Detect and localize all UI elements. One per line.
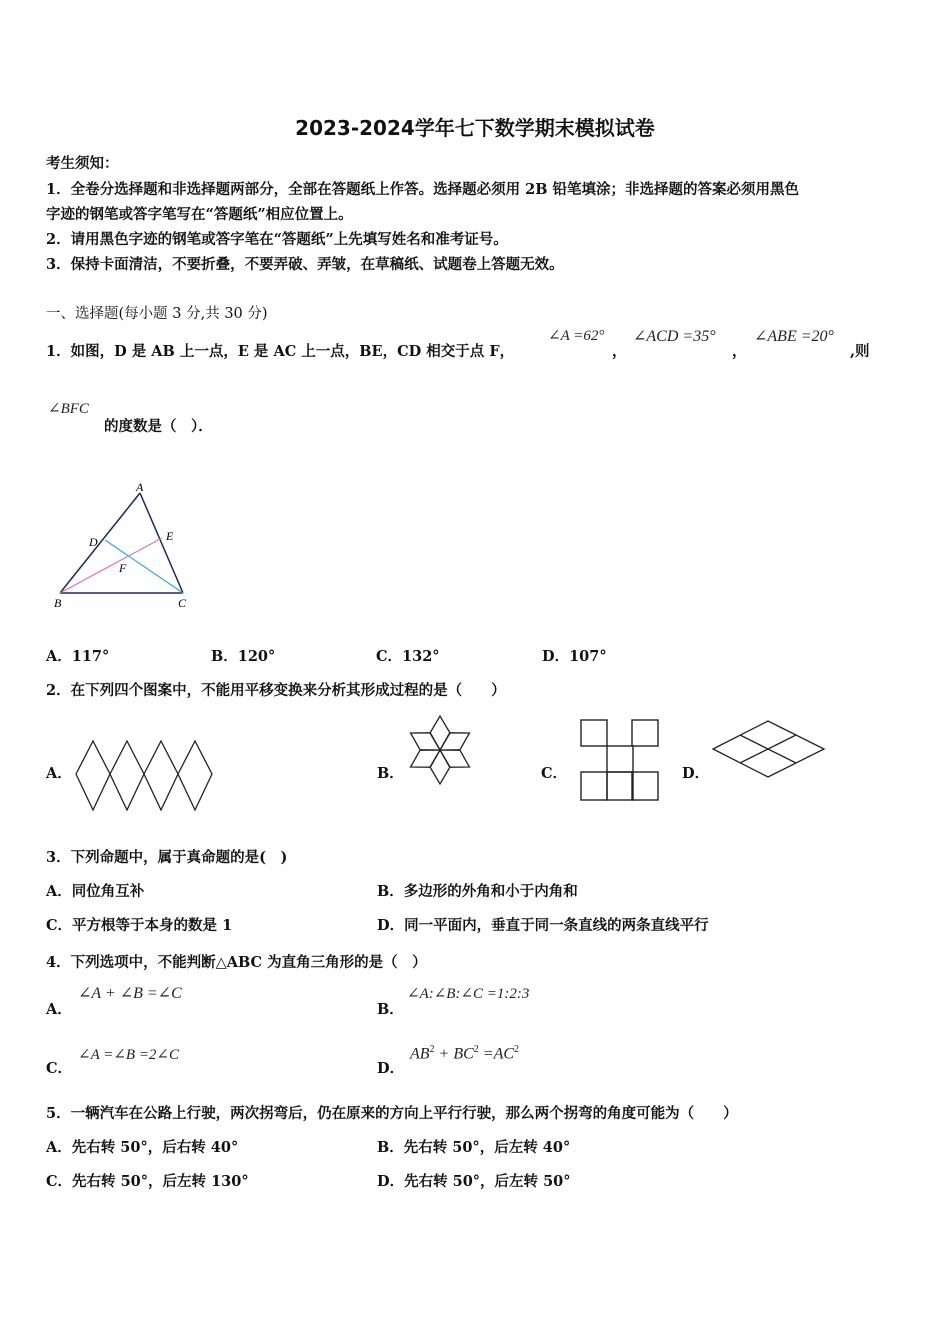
q4-expr-d-ac: =AC xyxy=(478,1045,515,1063)
q1-option-c: C．132° xyxy=(376,648,440,665)
q2-figure-a-rhombus-chain xyxy=(72,738,214,814)
q2-label-c: C． xyxy=(541,765,568,782)
q4-expr-d-sup-2: 2 xyxy=(473,1044,479,1055)
q1-triangle-figure xyxy=(50,478,200,613)
q2-figure-d-rhombus-grid xyxy=(710,718,828,782)
label-f: F xyxy=(119,561,127,575)
q1-option-d: D．107° xyxy=(542,648,607,665)
q1-tail: ,则 xyxy=(850,343,870,360)
q4-expr-d-ab: AB xyxy=(410,1045,430,1063)
q1-angle-bfc: ∠BFC xyxy=(48,401,89,417)
q2-label-a: A． xyxy=(46,765,72,782)
label-e: E xyxy=(166,529,174,543)
section-heading: 一、选择题(每小题 3 分,共 30 分) xyxy=(46,306,268,322)
label-a: A xyxy=(136,480,144,494)
notice-line-3: 3．保持卡面清洁，不要折叠，不要弄破、弄皱，在草稿纸、试题卷上答题无效。 xyxy=(46,256,564,273)
q2-label-b: B． xyxy=(377,765,404,782)
notice-line-1a: 1．全卷分选择题和非选择题两部分，全部在答题纸上作答。选择题必须用 2B 铅笔填涂；非选择题的答案必须用黑色 xyxy=(46,181,800,198)
q5-text: 5．一辆汽车在公路上行驶，两次拐弯后，仍在原来的方向上平行行驶，那么两个拐弯的角度可能为（ ） xyxy=(46,1105,738,1122)
label-c: C xyxy=(178,596,187,610)
notice-line-1b: 字迹的钢笔或答字笔写在“答题纸”相应位置上。 xyxy=(46,206,353,223)
q3-option-d: D．同一平面内，垂直于同一条直线的两条直线平行 xyxy=(377,917,709,934)
q4-expr-d-bc: + BC xyxy=(434,1045,474,1063)
q4-label-d: D． xyxy=(377,1060,405,1077)
q4-expr-c: ∠A =∠B =2∠C xyxy=(78,1047,180,1063)
page-title: 2023-2024学年七下数学期末模拟试卷 xyxy=(295,116,655,140)
q4-label-b: B． xyxy=(377,1001,404,1018)
q4-expr-a: ∠A + ∠B =∠C xyxy=(78,985,182,1002)
q3-option-b: B．多边形的外角和小于内角和 xyxy=(377,883,578,900)
q5-option-a: A．先右转 50°，后右转 40° xyxy=(46,1139,239,1156)
q4-expr-d xyxy=(410,1044,519,1063)
q4-label-a: A． xyxy=(46,1001,72,1018)
q1-cond-angle-acd: ∠ACD =35° xyxy=(633,328,716,345)
notice-line-2: 2．请用黑色字迹的钢笔或答字笔在“答题纸”上先填写姓名和准考证号。 xyxy=(46,231,508,248)
q1-sep-1: ， xyxy=(612,343,627,360)
q3-option-a: A．同位角互补 xyxy=(46,883,145,900)
q5-option-b: B．先右转 50°，后左转 40° xyxy=(377,1139,571,1156)
q1-sep-2: ， xyxy=(732,343,747,360)
q4-expr-d-sup-3: 2 xyxy=(514,1044,520,1055)
q2-text: 2．在下列四个图案中，不能用平移变换来分析其形成过程的是（ ） xyxy=(46,682,506,699)
q1-cond-angle-abe: ∠ABE =20° xyxy=(754,328,834,345)
segment-be xyxy=(60,538,162,593)
q4-expr-d-sup-1: 2 xyxy=(429,1044,435,1055)
label-b: B xyxy=(54,596,62,610)
label-d: D xyxy=(89,535,98,549)
q1-option-a: A．117° xyxy=(46,648,110,665)
q1-cond-angle-a: ∠A =62° xyxy=(548,328,605,344)
q4-label-c: C． xyxy=(46,1060,73,1077)
notice-heading: 考生须知： xyxy=(46,155,119,172)
q1-text: 1．如图，D 是 AB 上一点，E 是 AC 上一点，BE，CD 相交于点 F， xyxy=(46,343,515,360)
q3-text: 3．下列命题中，属于真命题的是( ) xyxy=(46,849,288,866)
q3-option-c: C．平方根等于本身的数是 1 xyxy=(46,917,233,934)
q5-option-c: C．先右转 50°，后左转 130° xyxy=(46,1173,249,1190)
q4-expr-b: ∠A:∠B:∠C =1:2:3 xyxy=(407,986,530,1002)
q4-text: 4．下列选项中，不能判断△ABC 为直角三角形的是（ ） xyxy=(46,954,427,971)
q2-figure-b-star xyxy=(403,707,479,795)
q2-figure-c-squares xyxy=(578,717,662,805)
q2-label-d: D． xyxy=(682,765,710,782)
side-ab xyxy=(60,493,140,593)
q5-option-d: D．先右转 50°，后左转 50° xyxy=(377,1173,571,1190)
q1-tail-2: 的度数是（ ）． xyxy=(104,418,213,435)
q1-option-b: B．120° xyxy=(211,648,276,665)
